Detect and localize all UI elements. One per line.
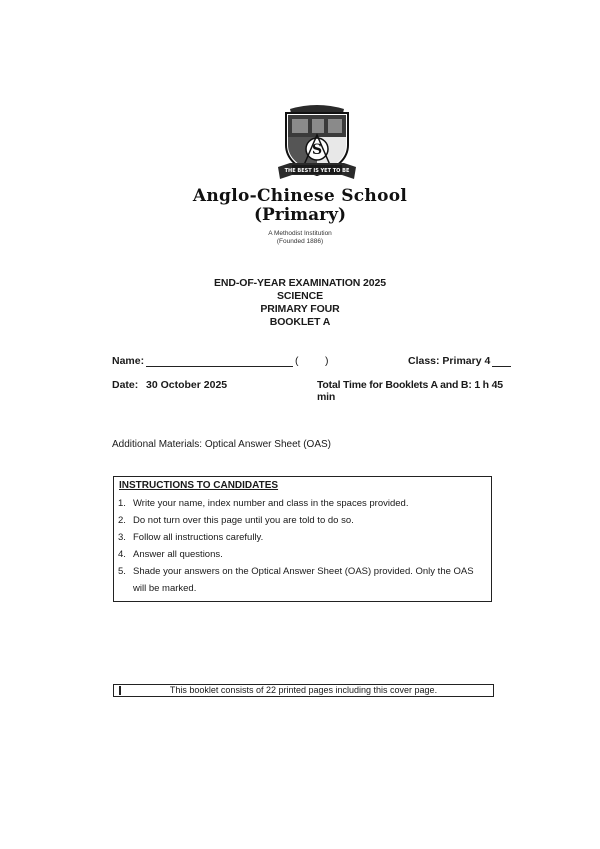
class-blank-line[interactable] bbox=[492, 366, 511, 367]
page-count-text: This booklet consists of 22 printed pages including this cover page. bbox=[169, 685, 438, 695]
svg-text:THE BEST IS YET TO BE: THE BEST IS YET TO BE bbox=[284, 168, 350, 174]
school-subtitle: (Primary) bbox=[253, 205, 347, 225]
box-edge-mark bbox=[119, 686, 121, 695]
level-title: PRIMARY FOUR bbox=[260, 303, 340, 315]
svg-text:S: S bbox=[311, 142, 323, 158]
instructions-box bbox=[113, 476, 492, 602]
instruction-item: 5. Shade your answers on the Optical Answer Sheet (OAS) provided. Only the OAS bbox=[118, 566, 474, 577]
page-count-box bbox=[113, 684, 494, 697]
index-paren-close: ) bbox=[325, 355, 329, 367]
instruction-item: will be marked. bbox=[133, 583, 197, 594]
date-label: Date: bbox=[112, 379, 139, 391]
school-crest-icon bbox=[276, 103, 358, 185]
name-label: Name: bbox=[112, 355, 145, 367]
instruction-item: 3. Follow all instructions carefully. bbox=[118, 532, 264, 543]
total-time-label: Total Time for Booklets A and B: 1 h 45 min bbox=[317, 379, 503, 403]
subject-title: SCIENCE bbox=[277, 290, 323, 302]
additional-materials: Additional Materials: Optical Answer Sheet (OAS) bbox=[112, 439, 331, 450]
date-value: 30 October 2025 bbox=[146, 379, 228, 391]
instruction-item: 1. Write your name, index number and class in the spaces provided. bbox=[118, 498, 409, 509]
school-name: Anglo-Chinese School bbox=[192, 186, 408, 206]
booklet-title: BOOKLET A bbox=[269, 316, 331, 328]
instruction-item: 4. Answer all questions. bbox=[118, 549, 223, 560]
instructions-heading: INSTRUCTIONS TO CANDIDATES bbox=[119, 480, 279, 491]
index-paren-open: ( bbox=[295, 355, 299, 367]
founded-year: (Founded 1886) bbox=[276, 238, 324, 245]
class-label: Class: Primary 4 bbox=[408, 355, 491, 367]
exam-title: END-OF-YEAR EXAMINATION 2025 bbox=[213, 277, 387, 289]
date-row bbox=[112, 379, 522, 403]
instruction-item: 2. Do not turn over this page until you are told to do so. bbox=[118, 515, 354, 526]
name-blank-line[interactable] bbox=[146, 366, 293, 367]
methodist-institution: A Methodist Institution bbox=[268, 230, 332, 237]
name-row bbox=[112, 355, 512, 369]
